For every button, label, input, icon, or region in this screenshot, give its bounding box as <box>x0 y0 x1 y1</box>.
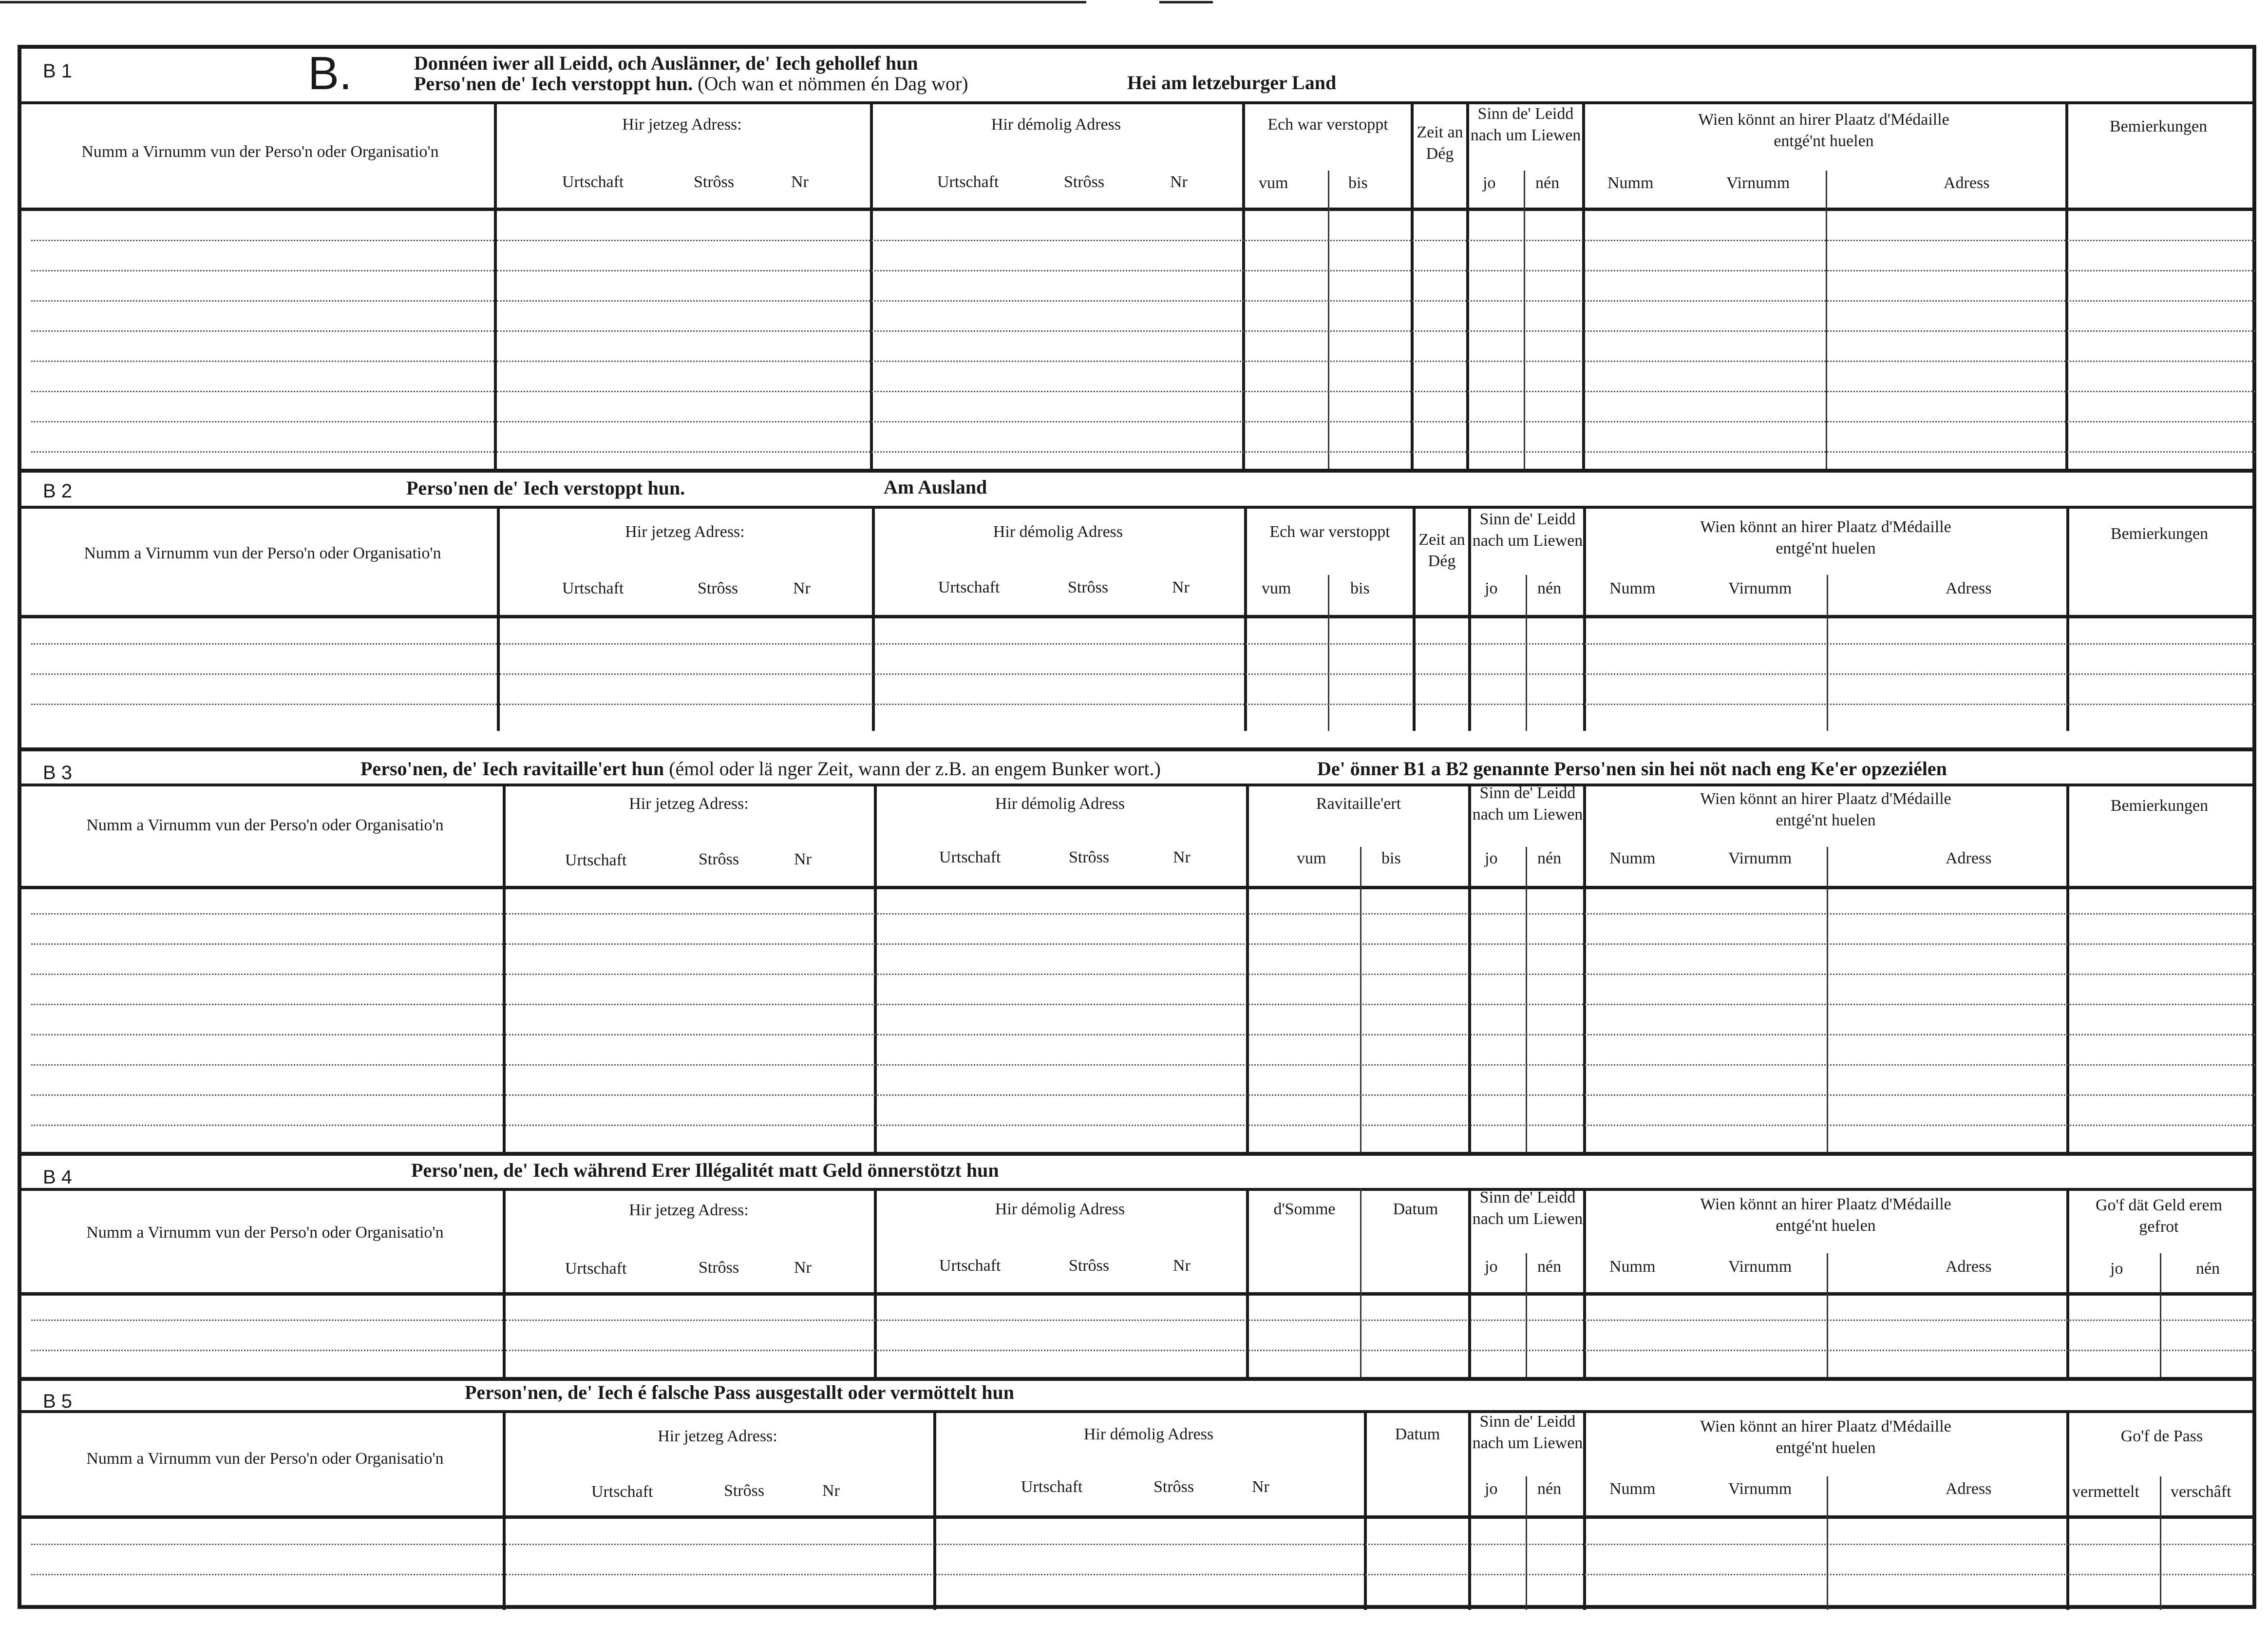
col-city: Urtschaft <box>562 173 624 191</box>
col-street: Strôss <box>1069 1257 1110 1275</box>
col-street: Strôss <box>724 1482 765 1500</box>
col-no: nén <box>1537 1480 1562 1498</box>
col-date: Datum <box>1393 1200 1438 1218</box>
section-title-line1: Donnéen iwer all Leidd, och Auslänner, de' Iech gehollef hun <box>414 52 918 74</box>
col-money-back: Go'f dät Geld erem gefrot <box>2095 1196 2223 1236</box>
section-b4 <box>21 1156 2252 1380</box>
col-number: Nr <box>794 1259 812 1277</box>
col-yes: jo <box>1485 1480 1498 1498</box>
col-alive: Sinn de' Leidd nach um Liewen <box>1472 510 1583 550</box>
section-b2 <box>21 473 2252 731</box>
section-title-line2: Perso'nen de' Iech verstoppt hun. (Och wan et nömmen én Dag wor) <box>414 73 968 95</box>
col-name: Numm a Virnumm vun der Perso'n oder Organisatio'n <box>81 143 439 161</box>
col-yes: jo <box>1485 849 1498 867</box>
col-surname: Numm <box>1609 849 1656 867</box>
col-city: Urtschaft <box>939 1257 1001 1275</box>
col-firstname: Virnumm <box>1728 579 1792 597</box>
col-current-address: Hir jetzeg Adress: <box>629 795 749 813</box>
section-b1 <box>21 49 2252 473</box>
col-arranged: vermettelt <box>2072 1483 2139 1501</box>
section-b5 <box>21 1381 2252 1605</box>
col-no: nén <box>1535 174 1560 192</box>
col-former-address: Hir démolig Adress <box>991 115 1121 134</box>
col-surname: Numm <box>1607 174 1654 192</box>
col-hidden: Ech war verstoppt <box>1269 523 1390 541</box>
col-number: Nr <box>822 1482 840 1500</box>
col-number: Nr <box>1173 1257 1191 1275</box>
col-firstname: Virnumm <box>1726 174 1790 192</box>
section-region: Am Ausland <box>884 476 987 498</box>
section-title: Person'nen, de' Iech é falsche Pass ausgestallt oder vermöttelt hun <box>465 1381 1015 1403</box>
col-number: Nr <box>1172 578 1190 596</box>
col-alive: Sinn de' Leidd nach um Liewen <box>1472 1413 1583 1452</box>
col-city: Urtschaft <box>938 578 1000 596</box>
col-number: Nr <box>791 173 809 191</box>
col-number: Nr <box>1173 848 1191 866</box>
col-medal: Wien könnt an hirer Plaatz d'Médaille entgé'nt huelen <box>1698 111 1949 150</box>
col-street: Strôss <box>1064 173 1105 191</box>
col-medal: Wien könnt an hirer Plaatz d'Médaille entgé'nt huelen <box>1700 790 1951 829</box>
col-no: nén <box>1537 1258 1562 1276</box>
top-rule <box>0 1 1086 3</box>
col-city: Urtschaft <box>562 579 624 597</box>
section-region: Hei am letzeburger Land <box>1127 72 1337 94</box>
top-rule-short <box>1159 1 1213 3</box>
col-medal: Wien könnt an hirer Plaatz d'Médaille entgé'nt huelen <box>1700 1195 1951 1235</box>
col-address: Adress <box>1944 174 1990 192</box>
col-date: Datum <box>1395 1425 1440 1443</box>
col-city: Urtschaft <box>1021 1478 1083 1496</box>
col-firstname: Virnumm <box>1728 849 1792 867</box>
col-street: Strôss <box>1153 1478 1194 1496</box>
col-city: Urtschaft <box>937 173 999 191</box>
col-street: Strôss <box>1068 578 1109 596</box>
col-passport: Go'f de Pass <box>2120 1427 2203 1445</box>
col-city: Urtschaft <box>565 1260 627 1278</box>
col-remarks: Bemierkungen <box>2110 525 2209 543</box>
col-surname: Numm <box>1609 1480 1656 1498</box>
col-sum: d'Somme <box>1273 1200 1336 1218</box>
col-name: Numm a Virnumm vun der Perso'n oder Organisatio'n <box>84 544 441 562</box>
col-former-address: Hir démolig Adress <box>995 1200 1125 1218</box>
col-surname: Numm <box>1609 1258 1656 1276</box>
section-b3 <box>21 751 2252 1156</box>
col-current-address: Hir jetzeg Adress: <box>629 1201 749 1219</box>
col-remarks: Bemierkungen <box>2109 117 2208 135</box>
col-made: verschâft <box>2171 1483 2231 1501</box>
col-firstname: Virnumm <box>1728 1480 1792 1498</box>
col-street: Strôss <box>698 579 738 597</box>
col-number: Nr <box>1252 1478 1269 1496</box>
col-city: Urtschaft <box>565 851 627 869</box>
col-current-address: Hir jetzeg Adress: <box>625 523 745 541</box>
col-current-address: Hir jetzeg Adress: <box>622 115 742 134</box>
col-to: bis <box>1350 579 1370 597</box>
col-yes: jo <box>1483 174 1496 192</box>
col-from: vum <box>1297 849 1326 867</box>
section-title: Perso'nen, de' Iech während Erer Illégalitét matt Geld önnerstötzt hun <box>411 1159 999 1181</box>
col-street: Strôss <box>694 173 735 191</box>
form-frame <box>18 45 2256 1609</box>
col-no: nén <box>1537 849 1562 867</box>
col-days: Zeit an Dég <box>1417 123 1463 163</box>
col-alive: Sinn de' Leidd nach um Liewen <box>1472 784 1583 823</box>
col-street: Strôss <box>699 1259 739 1277</box>
col-surname: Numm <box>1609 579 1656 597</box>
section-code: B 3 <box>43 762 73 784</box>
col-name: Numm a Virnumm vun der Perso'n oder Organisatio'n <box>86 1224 444 1242</box>
col-firstname: Virnumm <box>1728 1258 1792 1276</box>
col-city: Urtschaft <box>939 848 1001 866</box>
col-number: Nr <box>1170 173 1188 191</box>
col-no: nén <box>1537 579 1562 597</box>
col-number: Nr <box>794 850 812 868</box>
col-yes: jo <box>2110 1260 2123 1278</box>
col-yes: jo <box>1485 1258 1498 1276</box>
section-code: B 1 <box>43 60 73 82</box>
col-address: Adress <box>1946 1258 1992 1276</box>
col-yes: jo <box>1485 579 1498 597</box>
col-former-address: Hir démolig Adress <box>995 795 1125 813</box>
col-street: Strôss <box>1069 848 1110 866</box>
col-supplied: Ravitaille'ert <box>1316 795 1401 813</box>
col-name: Numm a Virnumm vun der Perso'n oder Organisatio'n <box>86 1450 444 1468</box>
col-former-address: Hir démolig Adress <box>993 523 1123 541</box>
section-code: B 2 <box>43 480 73 502</box>
section-code: B 5 <box>43 1391 73 1412</box>
col-to: bis <box>1381 849 1401 867</box>
col-from: vum <box>1259 174 1288 192</box>
col-number: Nr <box>793 579 811 597</box>
col-to: bis <box>1348 174 1368 192</box>
col-address: Adress <box>1946 579 1992 597</box>
section-code: B 4 <box>43 1166 73 1188</box>
col-no: nén <box>2196 1260 2220 1278</box>
col-city: Urtschaft <box>591 1483 653 1501</box>
col-former-address: Hir démolig Adress <box>1083 1425 1214 1443</box>
col-medal: Wien könnt an hirer Plaatz d'Médaille entgé'nt huelen <box>1700 518 1951 557</box>
col-address: Adress <box>1946 849 1992 867</box>
form-letter: B. <box>308 47 352 99</box>
section-subtitle: De' önner B1 a B2 genannte Perso'nen sin hei nöt nach eng Ke'er opzeziélen <box>1317 758 1947 780</box>
col-remarks: Bemierkungen <box>2110 797 2209 815</box>
col-current-address: Hir jetzeg Adress: <box>658 1427 777 1445</box>
col-alive: Sinn de' Leidd nach um Liewen <box>1472 1188 1583 1228</box>
section-title: Perso'nen, de' Iech ravitaille'ert hun (émol oder lä nger Zeit, wann der z.B. an engem Bunker wort.) <box>360 758 1161 780</box>
col-address: Adress <box>1946 1480 1992 1498</box>
col-name: Numm a Virnumm vun der Perso'n oder Organisatio'n <box>86 816 444 834</box>
col-medal: Wien könnt an hirer Plaatz d'Médaille entgé'nt huelen <box>1700 1417 1951 1457</box>
col-alive: Sinn de' Leidd nach um Liewen <box>1470 105 1581 144</box>
col-street: Strôss <box>699 850 739 868</box>
col-hidden: Ech war verstoppt <box>1267 115 1388 134</box>
col-from: vum <box>1262 579 1291 597</box>
section-title: Perso'nen de' Iech verstoppt hun. <box>406 477 685 499</box>
col-days: Zeit an Dég <box>1418 531 1465 570</box>
